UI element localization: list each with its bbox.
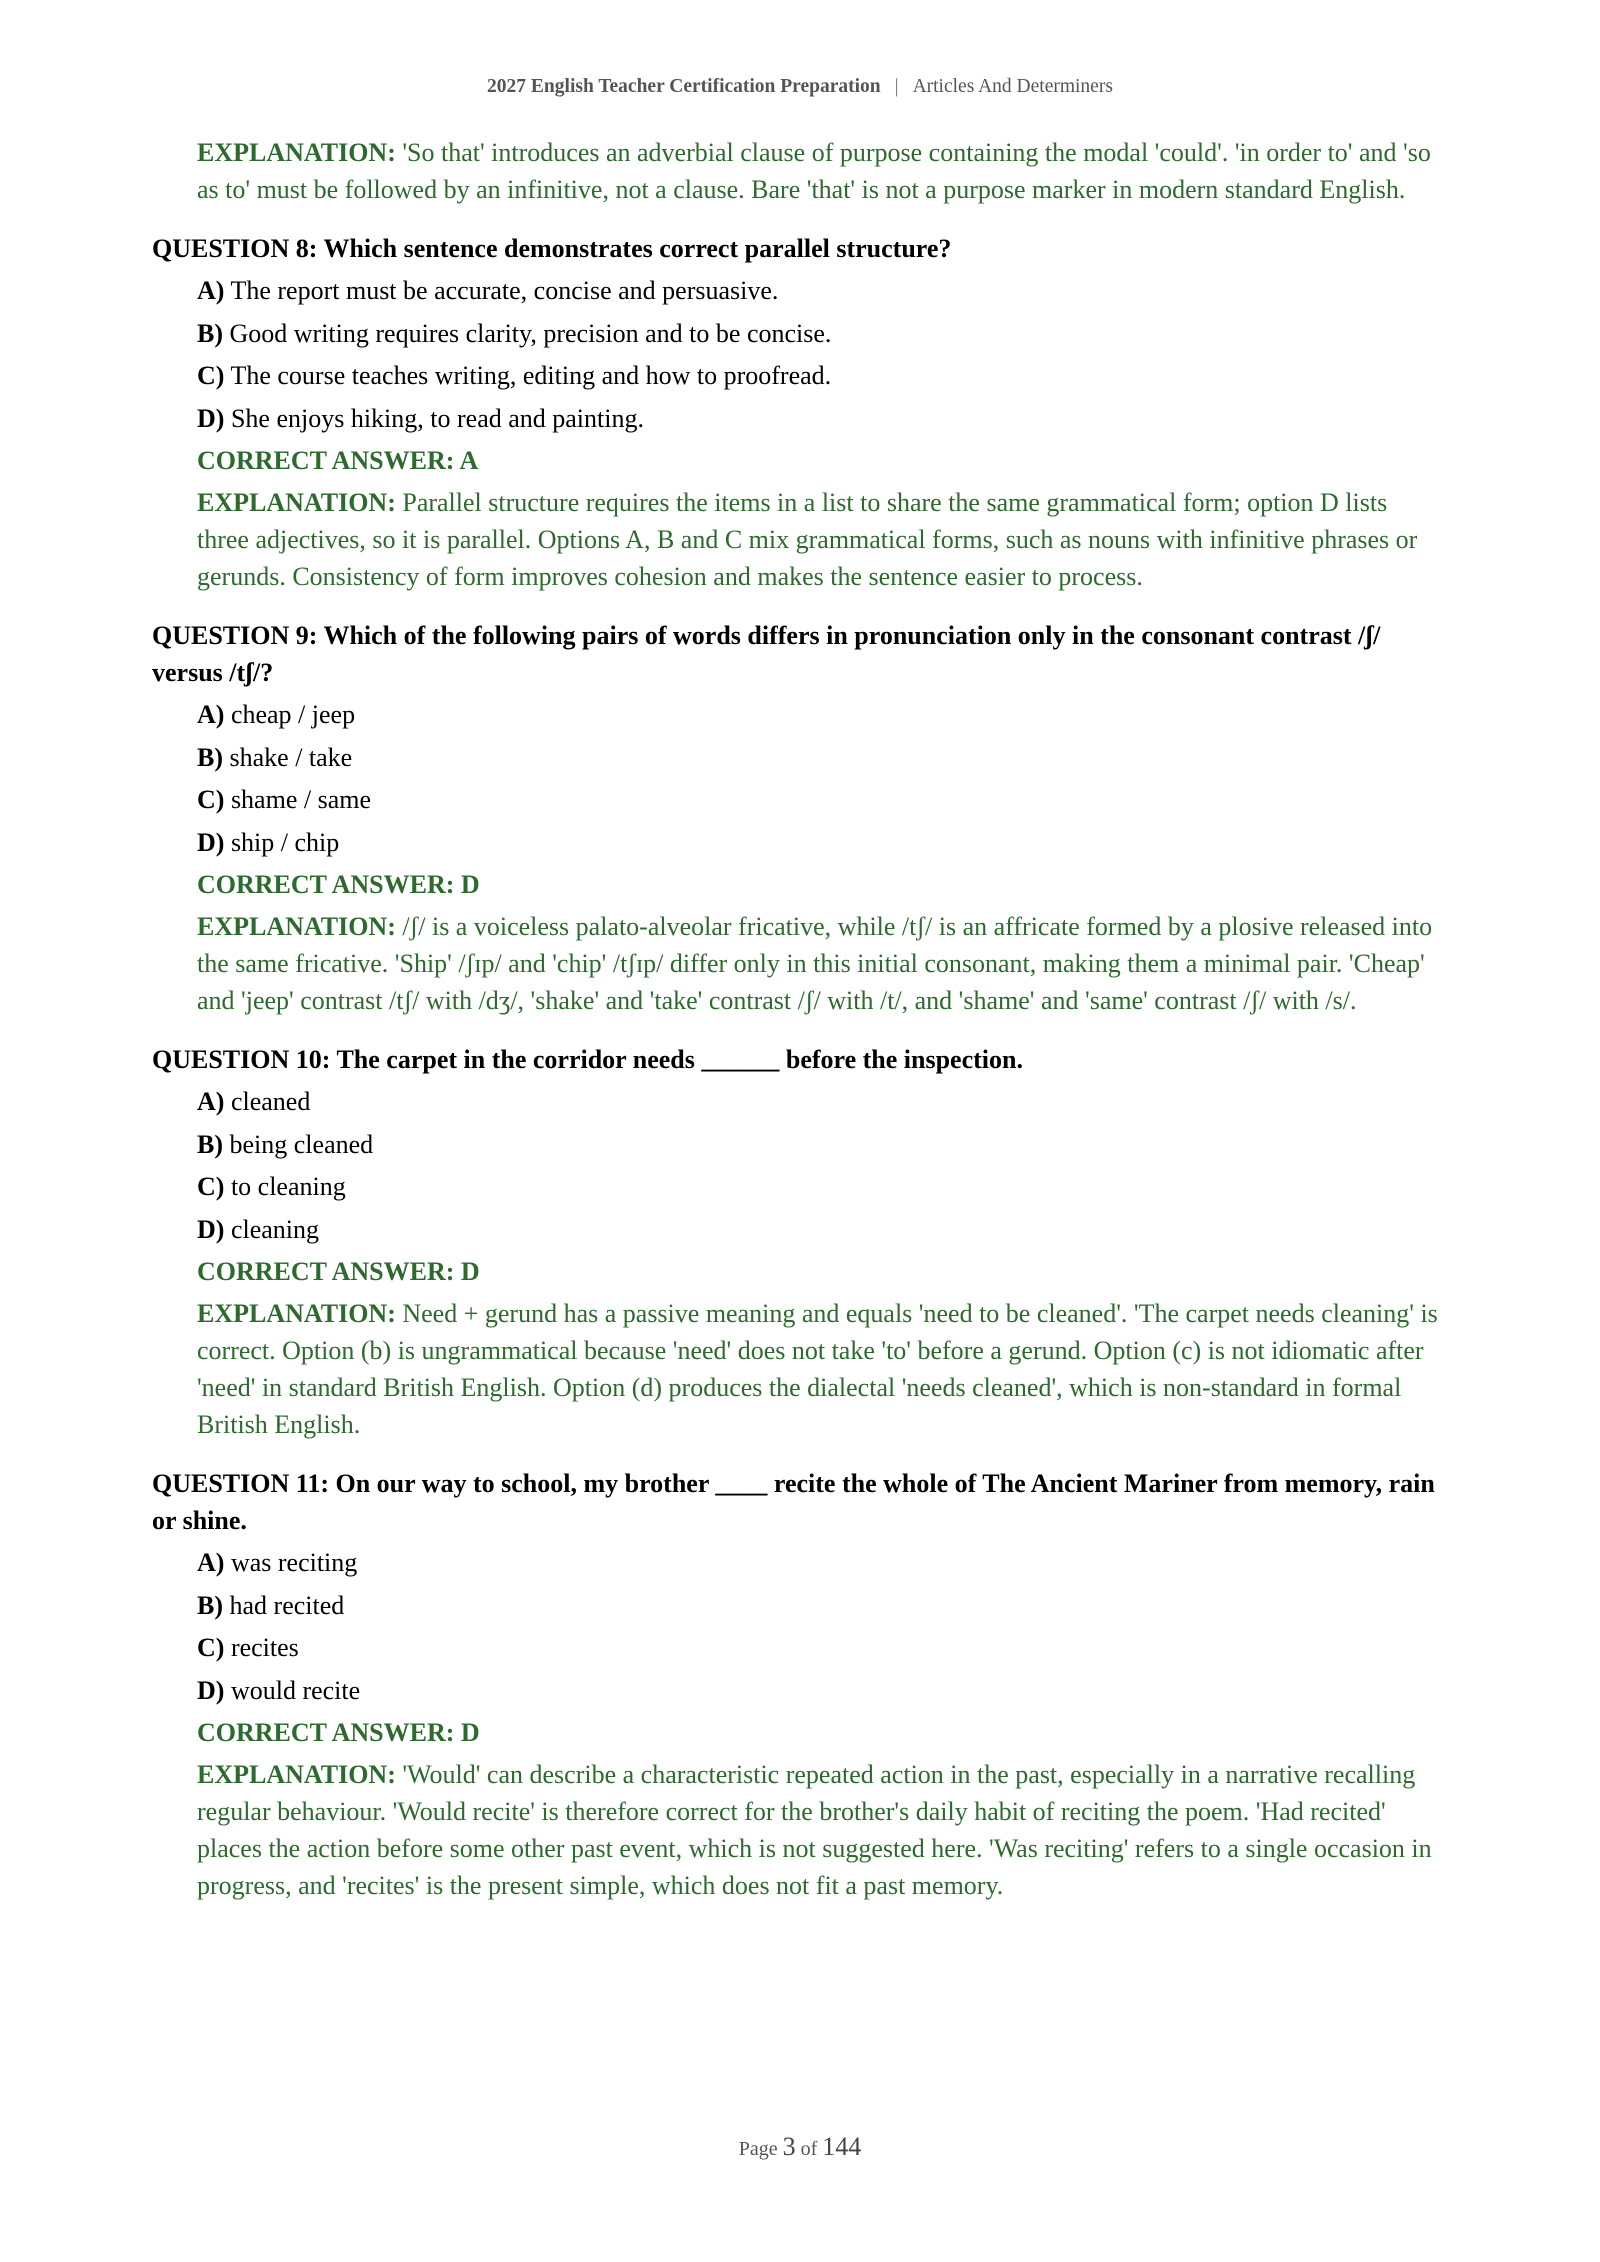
explanation [197, 908, 1442, 1019]
option-c [197, 1629, 1452, 1666]
explanation-text: 'So that' introduces an adverbial clause of purpose containing the modal 'could'. 'in order to' and 'so as to' must be followed by an infinitive, not a clause. Bare 'that' is not a purpose marker in modern standard English. [197, 138, 1431, 204]
correct-answer: CORRECT ANSWER: D [197, 1257, 480, 1286]
explanation-label: EXPLANATION: [197, 488, 396, 517]
option-b [197, 739, 1452, 776]
option-c [197, 357, 1452, 394]
page-footer [0, 2132, 1600, 2162]
option-text: The report must be accurate, concise and persuasive. [224, 276, 779, 305]
option-letter: D) [197, 1214, 225, 1244]
option-letter: B) [197, 742, 223, 772]
option-letter: D) [197, 403, 225, 433]
question-title: QUESTION 9: Which of the following pairs of words differs in pronunciation only in the consonant contrast /ʃ/ versus /tʃ/? [152, 621, 1381, 687]
total-pages: 144 [822, 2132, 862, 2161]
option-text: would recite [224, 1675, 361, 1705]
question-9 [152, 617, 1452, 1019]
of-label: of [800, 2138, 818, 2160]
explanation [197, 484, 1442, 595]
explanation-label: EXPLANATION: [197, 138, 396, 167]
header-title: 2027 English Teacher Certification Preparation [487, 76, 881, 97]
option-c [197, 1168, 1452, 1205]
option-d [197, 1211, 1452, 1248]
option-letter: B) [197, 1590, 223, 1620]
option-c [197, 781, 1452, 818]
explanation-label: EXPLANATION: [197, 1299, 396, 1328]
option-letter: B) [197, 1129, 223, 1159]
correct-answer: CORRECT ANSWER: A [197, 446, 479, 475]
option-a [197, 696, 1452, 733]
option-text: shame / same [224, 785, 372, 814]
page-number: 3 [782, 2132, 796, 2161]
correct-answer: CORRECT ANSWER: D [197, 870, 480, 899]
option-letter: D) [197, 827, 225, 857]
explanation [197, 1756, 1442, 1904]
option-letter: A) [197, 1548, 225, 1577]
question-title: QUESTION 11: On our way to school, my brother ____ recite the whole of The Ancient Mariner from memory, rain or shine. [152, 1469, 1435, 1535]
option-text: The course teaches writing, editing and how to proofread. [224, 361, 832, 390]
option-a [197, 1544, 1452, 1581]
option-text: to cleaning [224, 1172, 346, 1201]
option-text: was reciting [224, 1548, 358, 1577]
explanation-text: Parallel structure requires the items in a list to share the same grammatical form; option D lists three adjectives, so it is parallel. Options A, B and C mix grammatical forms, such as nouns with infinitive phrases or gerunds. Consistency of form improves cohesion and makes the sentence easier to process. [197, 488, 1418, 591]
page-label: Page [738, 2138, 778, 2160]
option-text: recites [224, 1633, 299, 1662]
option-text: She enjoys hiking, to read and painting. [224, 403, 644, 433]
explanation-label: EXPLANATION: [197, 1760, 396, 1789]
header-separator: | [894, 76, 899, 97]
option-letter: C) [197, 361, 225, 390]
option-text: cleaned [224, 1087, 311, 1116]
question-11 [152, 1465, 1452, 1904]
option-letter: C) [197, 1172, 225, 1201]
option-text: being cleaned [223, 1129, 374, 1159]
option-letter: A) [197, 1087, 225, 1116]
option-a [197, 1083, 1452, 1120]
option-a [197, 272, 1452, 309]
question-10 [152, 1041, 1452, 1443]
option-b [197, 315, 1452, 352]
intro-explanation [197, 134, 1442, 208]
question-8 [152, 230, 1452, 595]
explanation-text: /ʃ/ is a voiceless palato-alveolar fricative, while /tʃ/ is an affricate formed by a plosive released into the same fricative. 'Ship' /ʃɪp/ and 'chip' /tʃɪp/ differ only in this initial consonant, making them a minimal pair. 'Cheap' and 'jeep' contrast /tʃ/ with /dʒ/, 'shake' and 'take' contrast /ʃ/ with /t/, and 'shame' and 'same' contrast /ʃ/ with /s/. [197, 912, 1433, 1015]
option-letter: C) [197, 1633, 225, 1662]
explanation-label: EXPLANATION: [197, 912, 396, 941]
option-d [197, 1672, 1452, 1709]
option-text: cheap / jeep [224, 700, 356, 729]
question-title: QUESTION 8: Which sentence demonstrates correct parallel structure? [152, 234, 952, 263]
option-letter: A) [197, 276, 225, 305]
option-letter: B) [197, 318, 223, 348]
option-text: had recited [223, 1590, 345, 1620]
explanation [197, 1295, 1442, 1443]
page-content [152, 134, 1452, 1904]
running-header [0, 76, 1600, 98]
option-text: ship / chip [224, 827, 340, 857]
header-section: Articles And Determiners [912, 76, 1113, 97]
option-d [197, 824, 1452, 861]
option-text: Good writing requires clarity, precision and to be concise. [223, 318, 832, 348]
explanation-text: 'Would' can describe a characteristic repeated action in the past, especially in a narrative recalling regular behaviour. 'Would recite' is therefore correct for the brother's daily habit of reciting the poem. 'Had recited' places the action before some other past event, which is not suggested here. 'Was reciting' refers to a single occasion in progress, and 'recites' is the present simple, which does not fit a past memory. [197, 1760, 1432, 1900]
option-d [197, 400, 1452, 437]
correct-answer: CORRECT ANSWER: D [197, 1718, 480, 1747]
option-letter: D) [197, 1675, 225, 1705]
option-text: cleaning [224, 1214, 320, 1244]
option-b [197, 1126, 1452, 1163]
question-title: QUESTION 10: The carpet in the corridor needs ______ before the inspection. [152, 1045, 1023, 1074]
option-letter: C) [197, 785, 225, 814]
option-text: shake / take [223, 742, 353, 772]
option-letter: A) [197, 700, 225, 729]
explanation-text: Need + gerund has a passive meaning and equals 'need to be cleaned'. 'The carpet needs cleaning' is correct. Option (b) is ungrammatical because 'need' does not take 'to' before a gerund. Option (c) is not idiomatic after 'need' in standard British English. Option (d) produces the dialectal 'needs cleaned', which is non-standard in formal British English. [197, 1299, 1438, 1439]
option-b [197, 1587, 1452, 1624]
